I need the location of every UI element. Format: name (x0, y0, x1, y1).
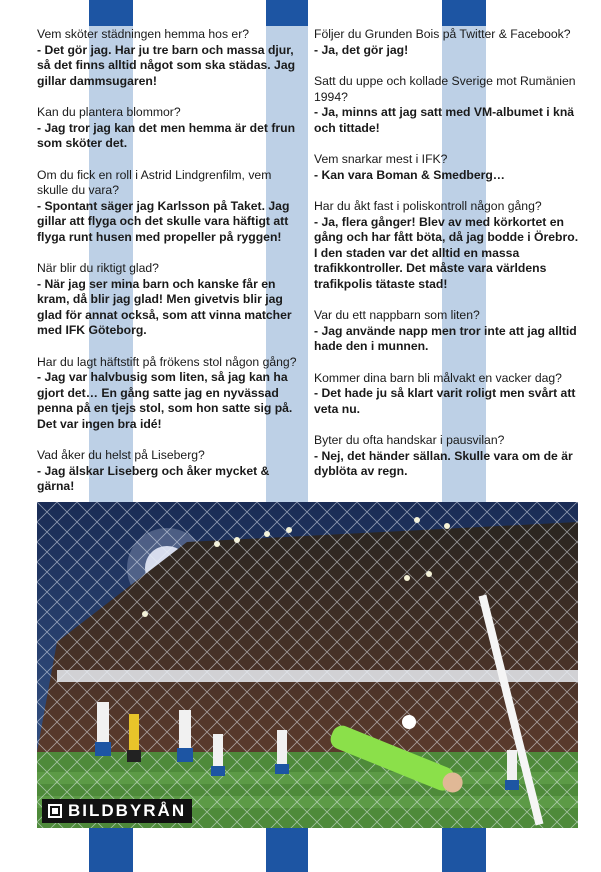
bottom-stripe (442, 828, 486, 872)
question: Var du ett nappbarn som liten? (314, 308, 480, 322)
photo-credit-logo (42, 799, 192, 823)
qa-item (37, 261, 301, 339)
stadium-scene-graphic (37, 502, 578, 828)
answer: - Kan vara Boman & Smedberg… (314, 167, 505, 182)
question: Har du åkt fast i poliskontroll någon gång? (314, 199, 542, 213)
answer: - Nej, det händer sällan. Skulle vara om de är dyblöta av regn. (314, 448, 573, 478)
left-interview-column (37, 27, 301, 511)
question: Om du fick en roll i Astrid Lindgrenfilm, vem skulle du vara? (37, 167, 272, 197)
question: Vad åker du helst på Liseberg? (37, 448, 205, 462)
top-stripe (266, 0, 308, 26)
bottom-stripe (89, 828, 133, 872)
question: Byter du ofta handskar i pausvilan? (314, 433, 505, 447)
answer: - Det gör jag. Har ju tre barn och massa djur, så det finns alltid något som ska städas. Jag gillar dammsugaren! (37, 42, 296, 88)
question: Satt du uppe och kollade Sverige mot Rumänien 1994? (314, 74, 576, 104)
qa-item (314, 199, 580, 292)
answer: - Jag använde napp men tror inte att jag alltid hade den i munnen. (314, 323, 577, 353)
question: Kan du plantera blommor? (37, 105, 181, 119)
question: Vem snarkar mest i IFK? (314, 152, 448, 166)
answer: - Ja, minns att jag satt med VM-albumet i knä och tittade! (314, 105, 575, 135)
photo-credit-text: BILDBYRÅN (68, 801, 187, 820)
bildbyran-logo-icon (48, 804, 62, 818)
qa-item (314, 371, 580, 418)
answer: - Ja, flera gånger! Blev av med körkortet en gång och har fått böta, då jag bodde i Örebro. I den staden var det alltid en massa trafikkontroller. Det måste vara världens trafikpolis tätaste stad! (314, 214, 579, 291)
question: Har du lagt häftstift på frökens stol någon gång? (37, 354, 297, 369)
qa-item (37, 448, 301, 495)
question: Vem sköter städningen hemma hos er? (37, 27, 250, 41)
bottom-stripe (266, 828, 308, 872)
qa-item (314, 308, 580, 355)
top-stripe (89, 0, 133, 26)
answer: - Spontant säger jag Karlsson på Taket. Jag gillar att flyga och det skulle vara häftigt att flyga runt husen med propeller på ryggen! (37, 198, 290, 244)
answer: - Ja, det gör jag! (314, 42, 409, 57)
qa-item (314, 74, 580, 136)
answer: - Jag var halvbusig som liten, så jag kan ha gjort det… En gång satte jag en nyvässad penna på en tjejs stol, som hon satte sig på. Det var ingen bra idé! (37, 370, 293, 431)
match-photo (37, 502, 578, 828)
qa-item (37, 27, 301, 89)
answer: - När jag ser mina barn och kanske får en kram, då blir jag glad! Men givetvis blir jag glad för annat också, som att vinna matcher med IFK Göteborg. (37, 276, 292, 337)
qa-item (37, 168, 301, 246)
answer: - Det hade ju så klart varit roligt men svårt att veta nu. (314, 386, 576, 416)
question: Kommer dina barn bli målvakt en vacker dag? (314, 370, 562, 385)
qa-item (314, 433, 580, 480)
qa-item (37, 355, 301, 433)
question: När blir du riktigt glad? (37, 261, 159, 275)
answer: - Jag älskar Liseberg och åker mycket & gärna! (37, 463, 270, 493)
answer: - Jag tror jag kan det men hemma är det frun som sköter det. (37, 120, 296, 150)
qa-item (314, 152, 580, 183)
qa-item (37, 105, 301, 152)
question: Följer du Grunden Bois på Twitter & Facebook? (314, 27, 571, 41)
top-stripe (442, 0, 486, 26)
right-interview-column (314, 27, 580, 496)
qa-item (314, 27, 580, 58)
